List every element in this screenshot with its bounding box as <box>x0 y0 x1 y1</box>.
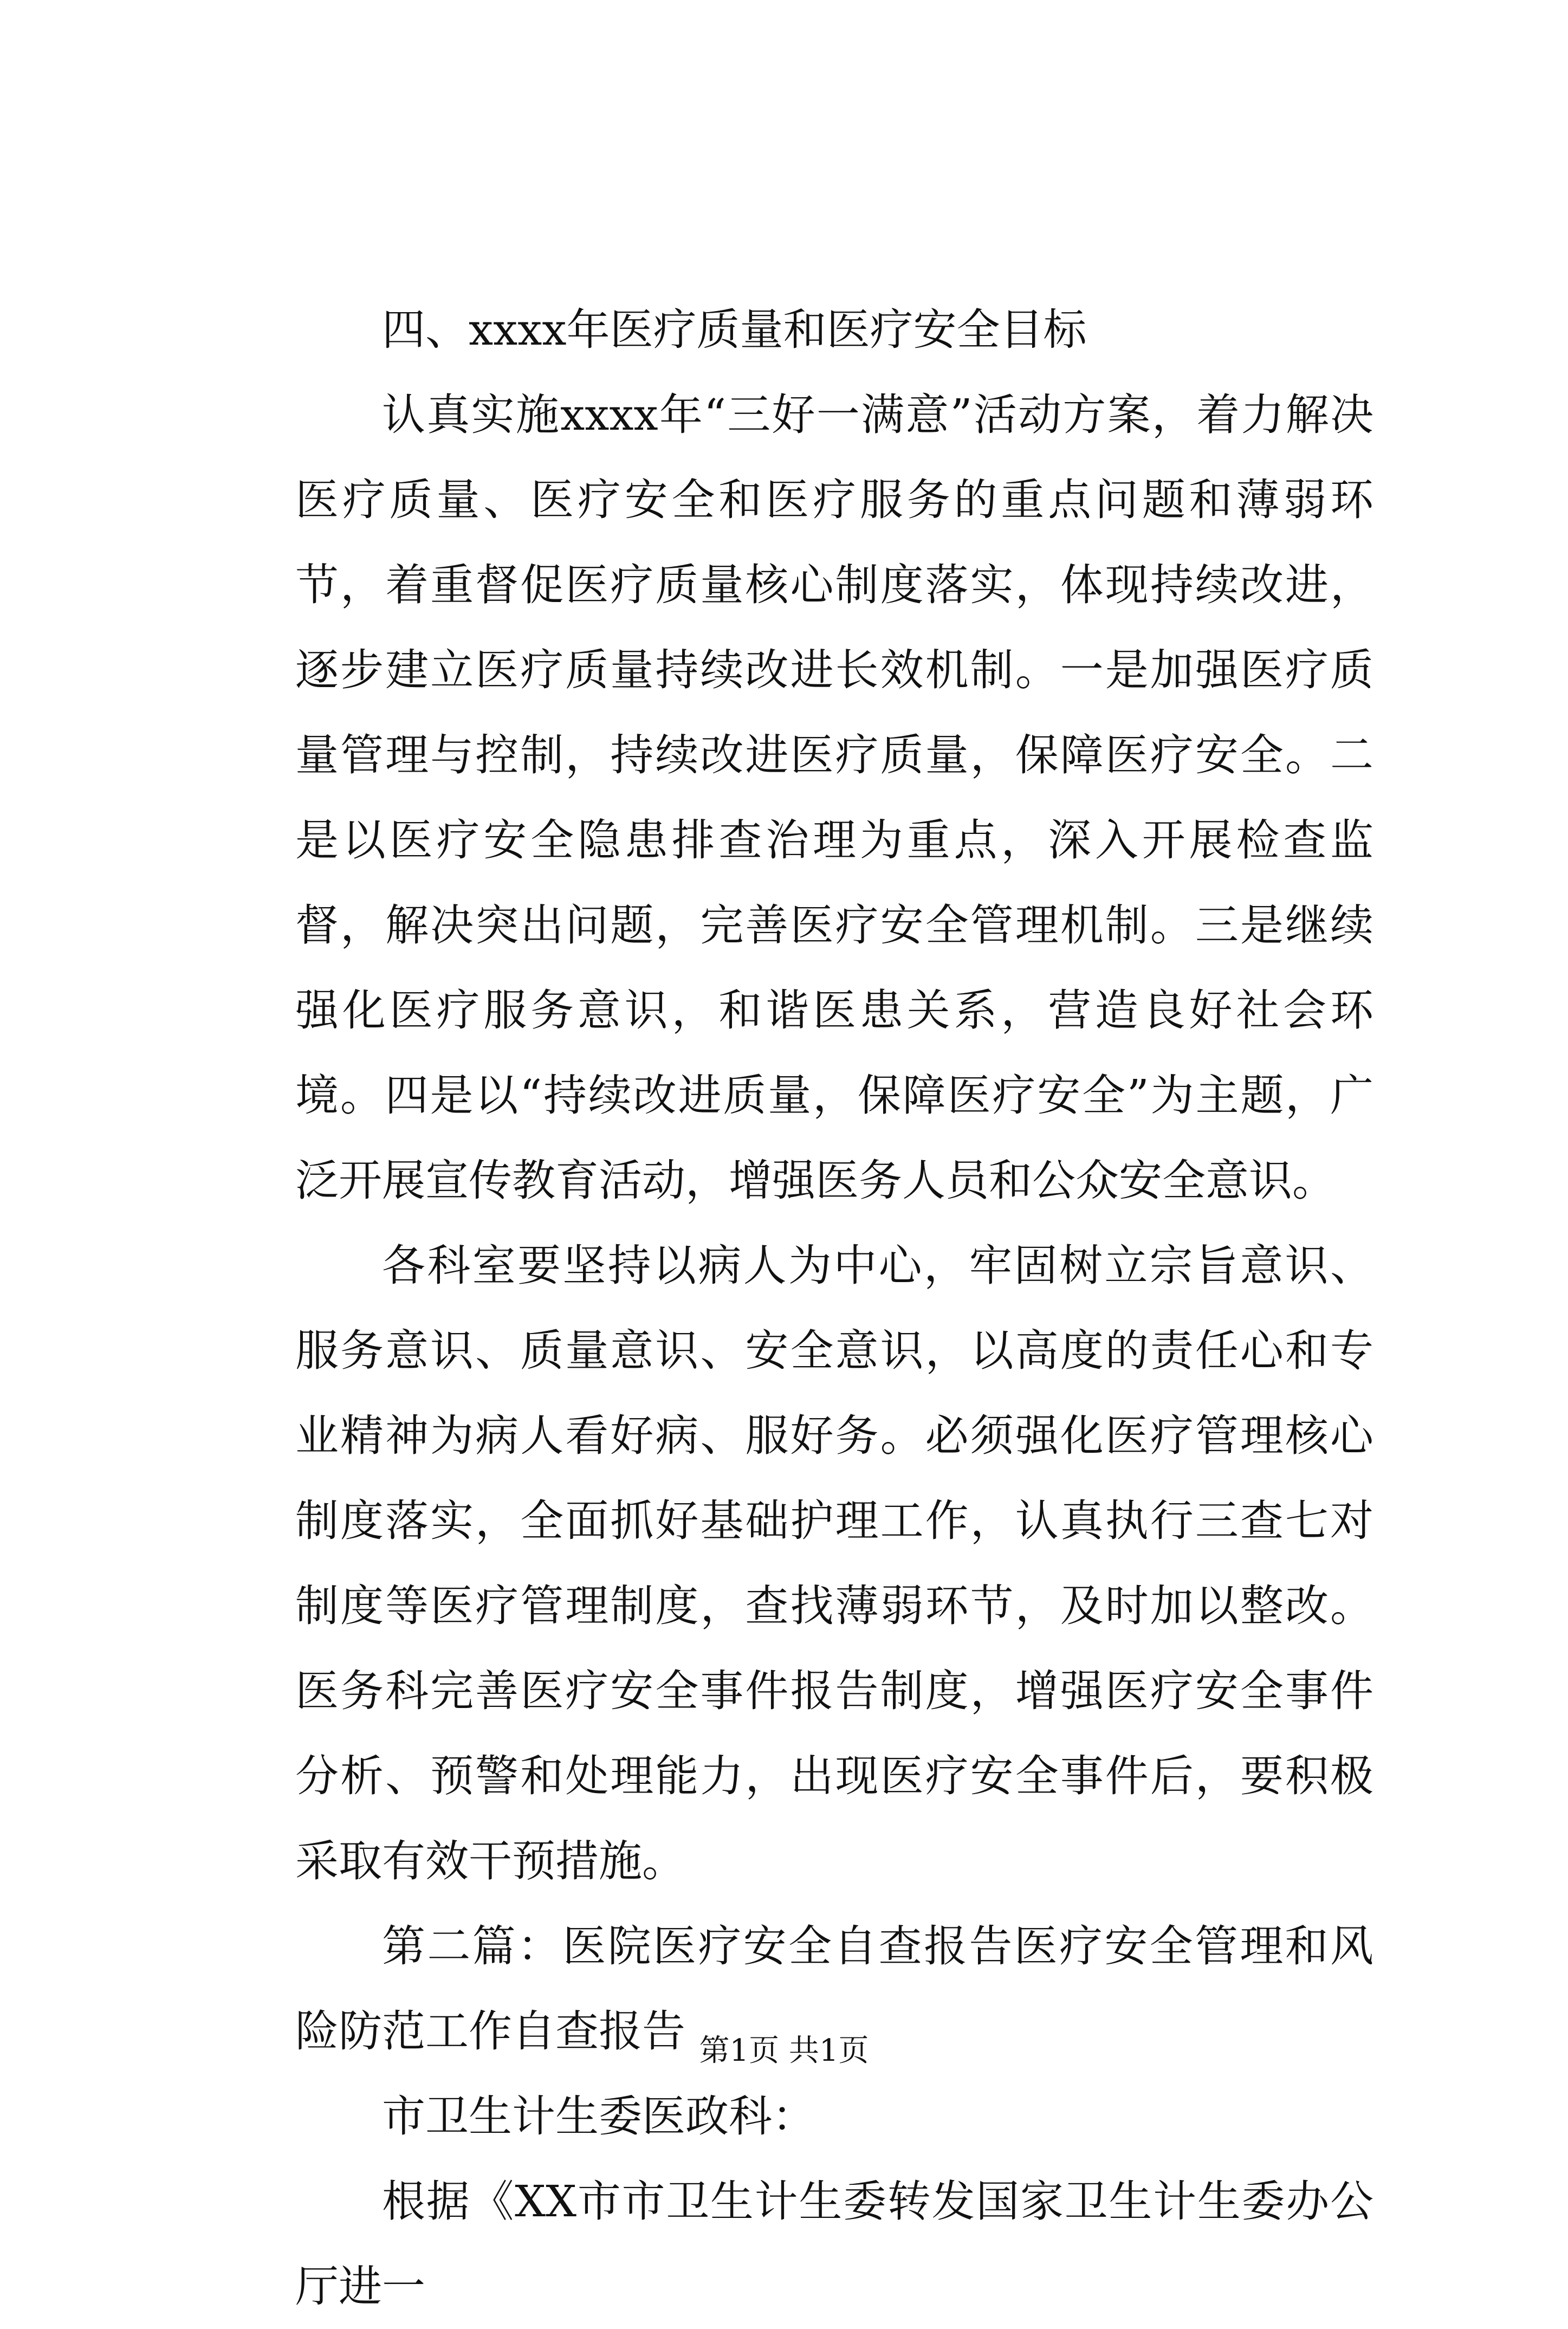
paragraph-department-requirements: 各科室要坚持以病人为中心，牢固树立宗旨意识、服务意识、质量意识、安全意识，以高度的责任心和专业精神为病人看好病、服好务。必须强化医疗管理核心制度落实，全面抓好基础护理工作，认真执行三查七对制度等医疗管理制度，查找薄弱环节，及时加以整改。医务科完善医疗安全事件报告制度，增强医疗安全事件分析、预警和处理能力，出现医疗安全事件后，要积极采取有效干预措施。 <box>295 1240 1373 1886</box>
paragraph-reference: 根据《XX市市卫生计生委转发国家卫生计生委办公厅进一 <box>295 2176 1373 2312</box>
section-heading: 四、xxxx年医疗质量和医疗安全目标 <box>382 305 1087 355</box>
salutation: 市卫生计生委医政科： <box>382 2091 815 2142</box>
paragraph-quality-goals: 认真实施xxxx年“三好一满意”活动方案，着力解决医疗质量、医疗安全和医疗服务的重点问题和薄弱环节，着重督促医疗质量核心制度落实，体现持续改进，逐步建立医疗质量持续改进长效机制。一是加强医疗质量管理与控制，持续改进医疗质量，保障医疗安全。二是以医疗安全隐患排查治理为重点，深入开展检查监督，解决突出问题，完善医疗安全管理机制。三是继续强化医疗服务意识，和谐医患关系，营造良好社会环境。四是以“持续改进质量，保障医疗安全”为主题，广泛开展宣传教育活动，增强医务人员和公众安全意识。 <box>295 390 1373 1206</box>
document-body <box>295 287 1373 2329</box>
chapter-title: 第二篇：医院医疗安全自查报告医疗安全管理和风险防范工作自查报告 <box>295 1921 1373 2056</box>
page-footer: 第1页 共1页 <box>699 2033 869 2068</box>
